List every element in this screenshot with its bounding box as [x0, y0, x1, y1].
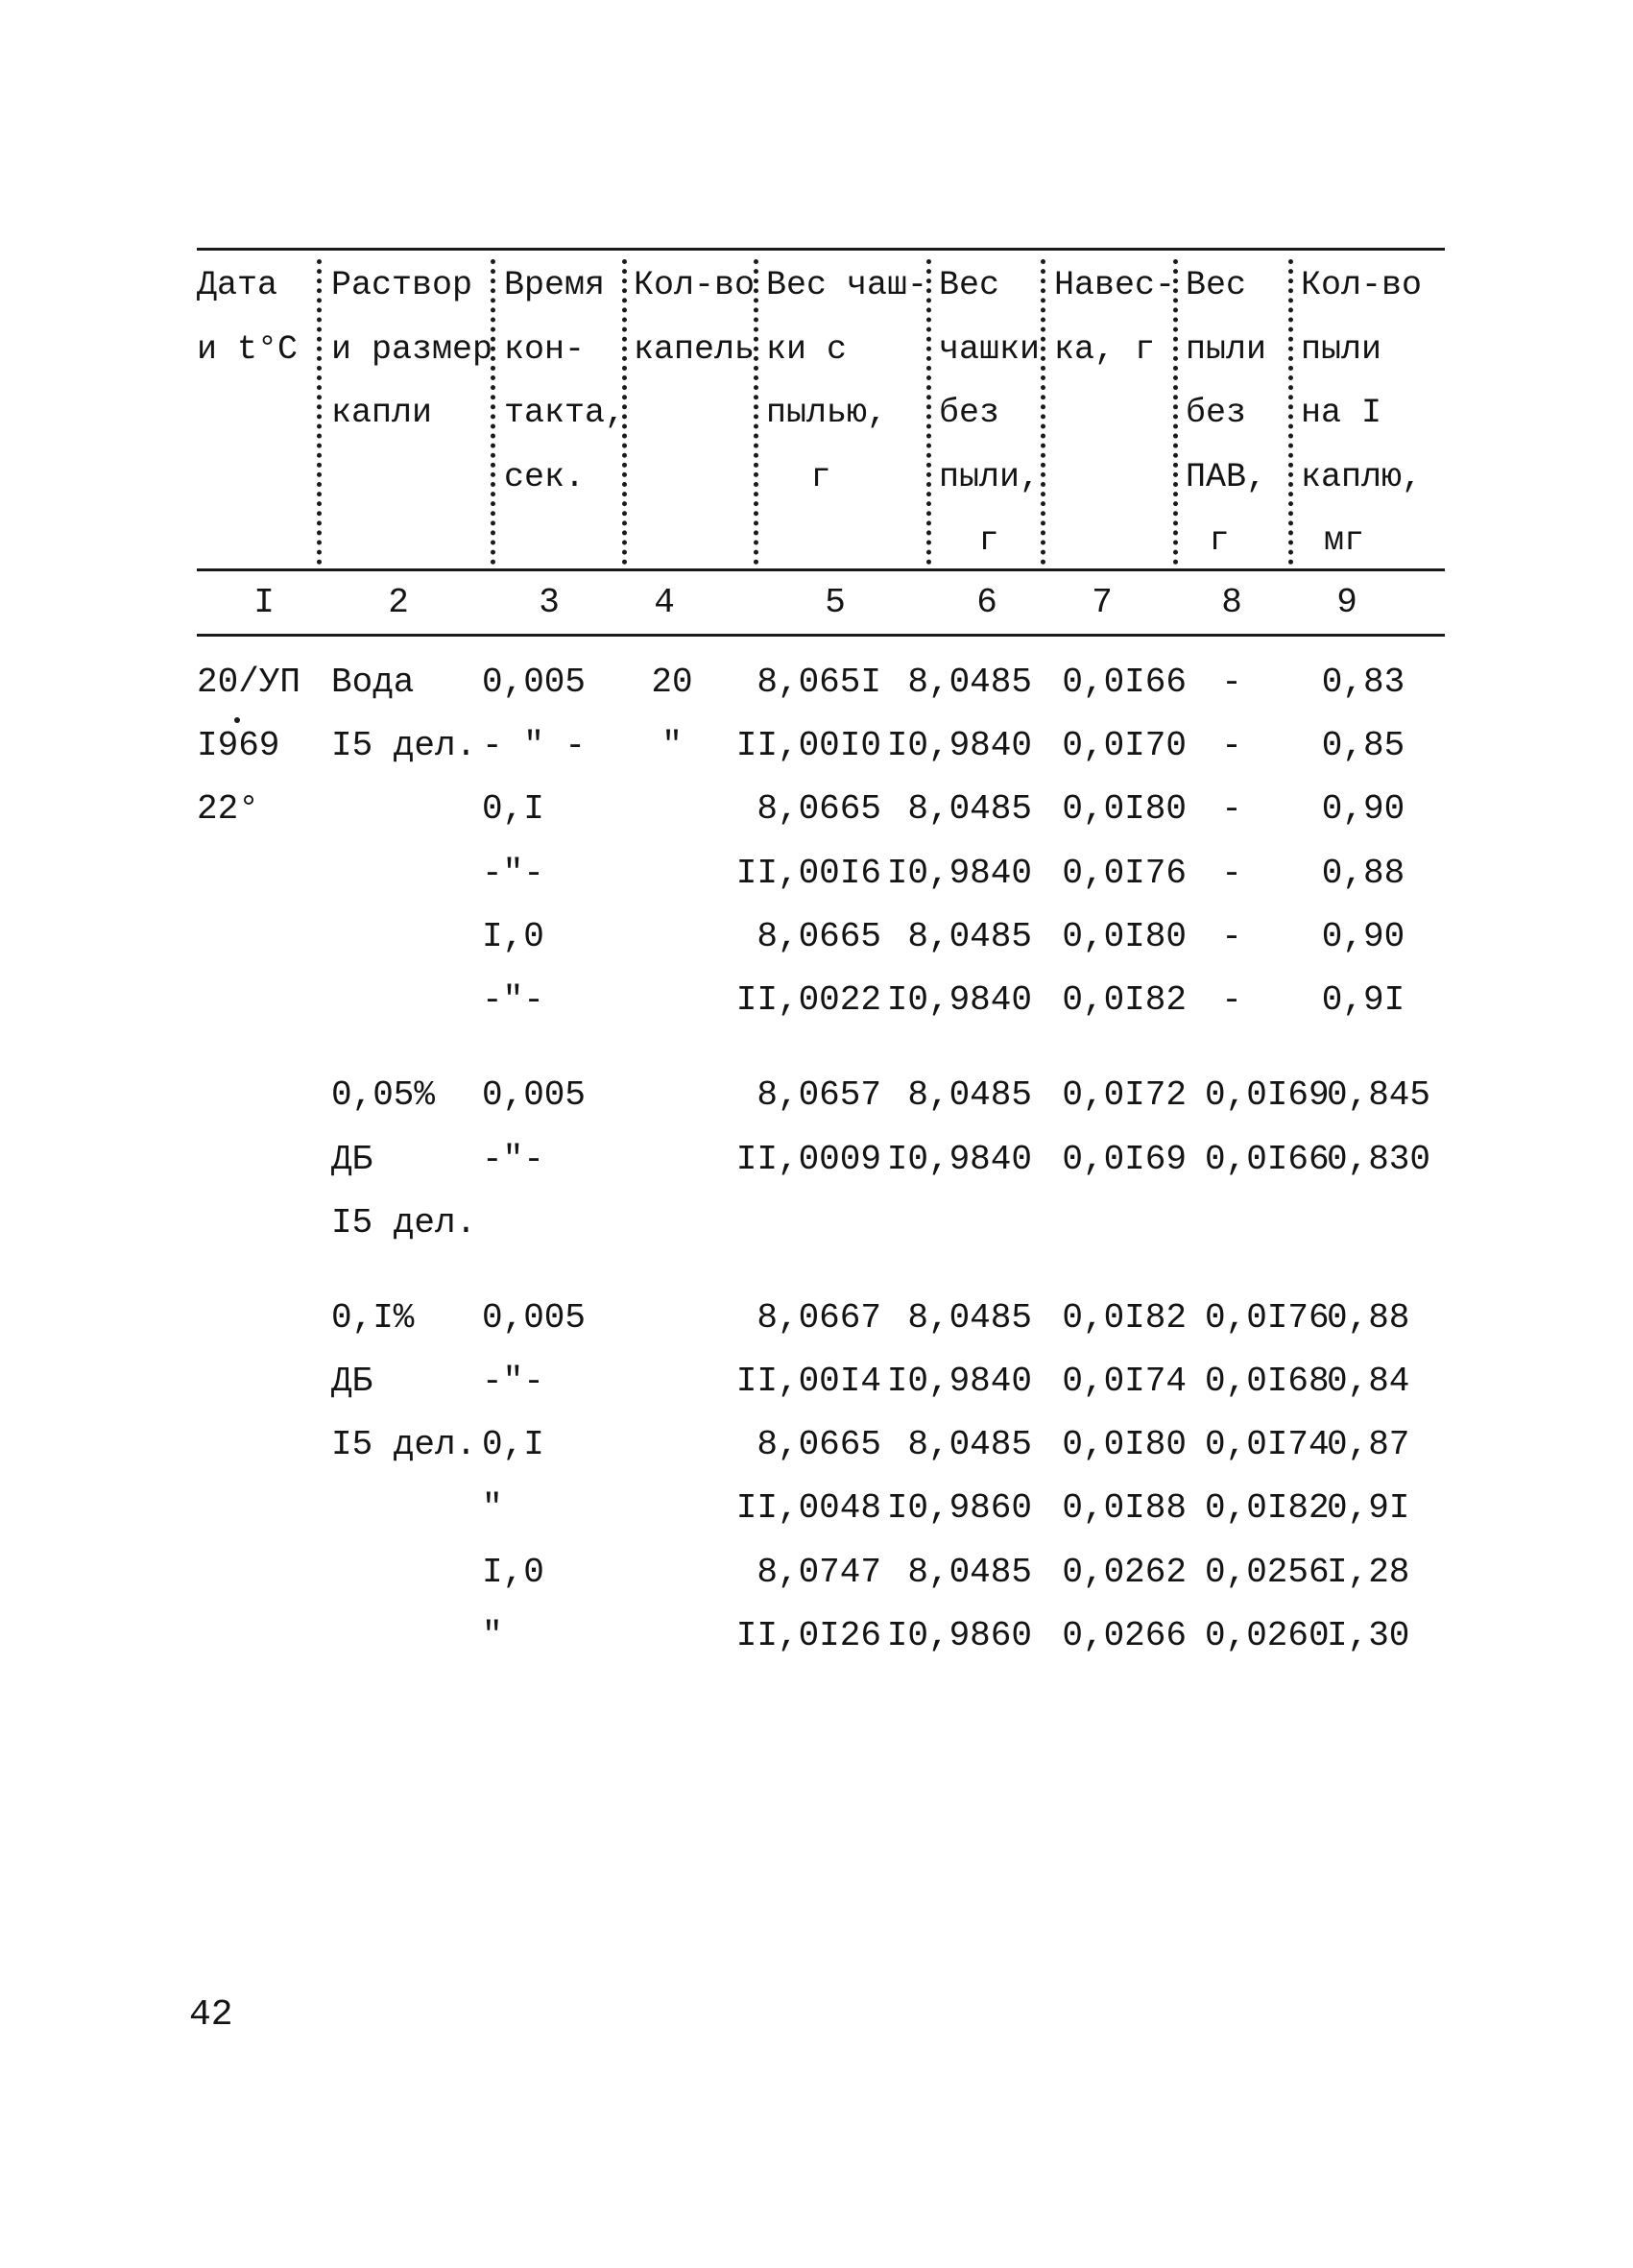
cell-col9: 0,85 [1321, 726, 1405, 765]
header-col9-line5: мг [1323, 521, 1365, 560]
cell-col7: 0,0I80 [1062, 917, 1187, 956]
header-separator [1288, 259, 1293, 565]
cell-col3: I,0 [482, 917, 544, 956]
cell-col6: 8,0485 [907, 1425, 1032, 1464]
header-col5-line2: ки с [766, 330, 848, 369]
cell-col8: - [1221, 789, 1242, 829]
cell-col1: 22° [197, 789, 259, 829]
cell-col3: 0,005 [482, 1298, 587, 1338]
cell-col5: II,0I26 [735, 1616, 881, 1655]
cell-col8: 0,0I74 [1205, 1425, 1330, 1464]
header-bottom-rule [197, 568, 1445, 571]
header-col8-line4: ПАВ, [1186, 458, 1267, 496]
cell-col4: 20 [651, 663, 693, 702]
header-col6-line5: г [978, 521, 999, 560]
cell-col7: 0,0I74 [1062, 1362, 1187, 1401]
header-separator [1173, 259, 1178, 565]
header-col8-line1: Вес [1186, 266, 1247, 304]
cell-col8: 0,0I68 [1205, 1362, 1330, 1401]
cell-col2: ДБ [331, 1140, 373, 1179]
header-col7-line1: Навес- [1054, 266, 1176, 304]
cell-col6: 8,0485 [907, 789, 1032, 829]
cell-col7: 0,0I70 [1062, 726, 1187, 765]
column-number: 2 [388, 583, 409, 622]
cell-col8: 0,0I66 [1205, 1140, 1330, 1179]
cell-col7: 0,0I88 [1062, 1488, 1187, 1528]
header-col4-line2: капель [634, 330, 756, 369]
cell-col8: 0,0260 [1205, 1616, 1330, 1655]
cell-col2: I5 дел. [331, 726, 477, 765]
cell-col9: 0,84 [1327, 1362, 1410, 1401]
header-separator [754, 259, 758, 565]
cell-col8: - [1221, 980, 1242, 1020]
cell-col5: II,00I4 [735, 1362, 881, 1401]
cell-col5: II,0022 [735, 980, 881, 1020]
cell-col1: I969 [197, 726, 280, 765]
cell-col3: -"- [482, 854, 544, 893]
cell-col6: 8,0485 [907, 917, 1032, 956]
cell-col4: " [661, 726, 683, 765]
cell-col7: 0,0262 [1062, 1553, 1187, 1592]
cell-col3: -"- [482, 1140, 544, 1179]
number-row-bottom-rule [197, 634, 1445, 637]
cell-col3: 0,005 [482, 663, 587, 702]
cell-col6: 8,0485 [907, 1553, 1032, 1592]
cell-col5: 8,0747 [756, 1553, 881, 1592]
cell-col3: - " - [482, 726, 587, 765]
column-number: 8 [1221, 583, 1242, 622]
header-separator [317, 259, 322, 565]
cell-col9: 0,90 [1321, 917, 1405, 956]
column-number: 9 [1336, 583, 1357, 622]
header-col9-line1: Кол-во [1301, 266, 1423, 304]
cell-col2: 0,I% [331, 1298, 415, 1338]
cell-col2: ДБ [331, 1362, 373, 1401]
cell-col6: I0,9840 [886, 1362, 1032, 1401]
cell-col9: 0,90 [1321, 789, 1405, 829]
header-col5-line1: Вес чаш- [766, 266, 928, 304]
header-col5-line3: пылью, [766, 394, 888, 432]
header-col3-line1: Время [504, 266, 606, 304]
page-number: 42 [189, 1994, 233, 2036]
cell-col7: 0,0I66 [1062, 663, 1187, 702]
cell-col7: 0,0I82 [1062, 980, 1187, 1020]
header-col5-line4: г [810, 458, 831, 496]
cell-col2: I5 дел. [331, 1425, 477, 1464]
cell-col7: 0,0I80 [1062, 789, 1187, 829]
cell-col2: Вода [331, 663, 415, 702]
cell-col5: 8,065I [756, 663, 881, 702]
cell-col6: 8,0485 [907, 663, 1032, 702]
cell-col7: 0,0I69 [1062, 1140, 1187, 1179]
cell-col5: 8,0665 [756, 917, 881, 956]
cell-col6: 8,0485 [907, 1075, 1032, 1115]
cell-col3: 0,005 [482, 1075, 587, 1115]
header-separator [491, 259, 495, 565]
header-col8-line5: г [1209, 521, 1230, 560]
cell-col8: 0,0I76 [1205, 1298, 1330, 1338]
cell-col7: 0,0I82 [1062, 1298, 1187, 1338]
cell-col5: II,00I0 [735, 726, 881, 765]
cell-col7: 0,0266 [1062, 1616, 1187, 1655]
header-col3-line3: такта, [504, 394, 626, 432]
header-col9-line3: на I [1301, 394, 1382, 432]
cell-col5: 8,0657 [756, 1075, 881, 1115]
cell-col7: 0,0I80 [1062, 1425, 1187, 1464]
cell-col5: 8,0665 [756, 789, 881, 829]
header-col8-line3: без [1186, 394, 1247, 432]
header-col3-line2: кон- [504, 330, 586, 369]
column-number: I [253, 583, 275, 622]
header-col2-line2: и размер [331, 330, 493, 369]
cell-col8: 0,0I69 [1205, 1075, 1330, 1115]
header-separator [926, 259, 931, 565]
header-col7-line2: ка, г [1054, 330, 1156, 369]
column-number: 7 [1092, 583, 1113, 622]
cell-col9: 0,830 [1327, 1140, 1431, 1179]
cell-col5: II,0048 [735, 1488, 881, 1528]
cell-col5: II,0009 [735, 1140, 881, 1179]
header-col9-line4: каплю, [1301, 458, 1423, 496]
cell-col6: 8,0485 [907, 1298, 1032, 1338]
cell-col3: I,0 [482, 1553, 544, 1592]
cell-col9: 0,88 [1327, 1298, 1410, 1338]
table-top-rule [197, 248, 1445, 251]
cell-col6: I0,9840 [886, 980, 1032, 1020]
cell-col9: 0,845 [1327, 1075, 1431, 1115]
cell-col3: 0,I [482, 789, 544, 829]
header-col2-line1: Раствор [331, 266, 473, 304]
cell-col8: - [1221, 726, 1242, 765]
cell-col7: 0,0I76 [1062, 854, 1187, 893]
cell-col5: 8,0667 [756, 1298, 881, 1338]
column-number: 6 [976, 583, 997, 622]
cell-col9: 0,83 [1321, 663, 1405, 702]
cell-col6: I0,9840 [886, 854, 1032, 893]
header-col4-line1: Кол-во [634, 266, 756, 304]
cell-col3: " [482, 1488, 503, 1528]
cell-col8: - [1221, 854, 1242, 893]
cell-col9: 0,87 [1327, 1425, 1410, 1464]
header-col9-line2: пыли [1301, 330, 1382, 369]
header-col6-line3: без [939, 394, 1000, 432]
cell-col6: I0,9840 [886, 726, 1032, 765]
header-col8-line2: пыли [1186, 330, 1267, 369]
header-col1-line2: и t°C [197, 330, 299, 369]
cell-col6: I0,9860 [886, 1488, 1032, 1528]
cell-col9: 0,9I [1327, 1488, 1410, 1528]
cell-col3: -"- [482, 980, 544, 1020]
header-col2-line3: капли [331, 394, 433, 432]
header-separator [1041, 259, 1045, 565]
cell-col8: - [1221, 663, 1242, 702]
cell-col2: I5 дел. [331, 1203, 477, 1243]
cell-col5: II,00I6 [735, 854, 881, 893]
cell-col8: - [1221, 917, 1242, 956]
cell-col5: 8,0665 [756, 1425, 881, 1464]
column-number: 4 [654, 583, 675, 622]
cell-col6: I0,9840 [886, 1140, 1032, 1179]
header-col1-line1: Дата [197, 266, 278, 304]
cell-col9: I,28 [1327, 1553, 1410, 1592]
cell-col9: I,30 [1327, 1616, 1410, 1655]
cell-col6: I0,9860 [886, 1616, 1032, 1655]
cell-col3: " [482, 1616, 503, 1655]
cell-col9: 0,9I [1321, 980, 1405, 1020]
cell-col3: -"- [482, 1362, 544, 1401]
ink-dot [234, 717, 240, 723]
cell-col7: 0,0I72 [1062, 1075, 1187, 1115]
header-col6-line1: Вес [939, 266, 1000, 304]
header-col6-line2: чашки [939, 330, 1041, 369]
cell-col8: 0,0I82 [1205, 1488, 1330, 1528]
column-number: 3 [539, 583, 560, 622]
cell-col1: 20/УП [197, 663, 301, 702]
cell-col3: 0,I [482, 1425, 544, 1464]
header-col6-line4: пыли, [939, 458, 1041, 496]
cell-col8: 0,0256 [1205, 1553, 1330, 1592]
column-number: 5 [825, 583, 846, 622]
header-col3-line4: сек. [504, 458, 586, 496]
cell-col9: 0,88 [1321, 854, 1405, 893]
cell-col2: 0,05% [331, 1075, 436, 1115]
